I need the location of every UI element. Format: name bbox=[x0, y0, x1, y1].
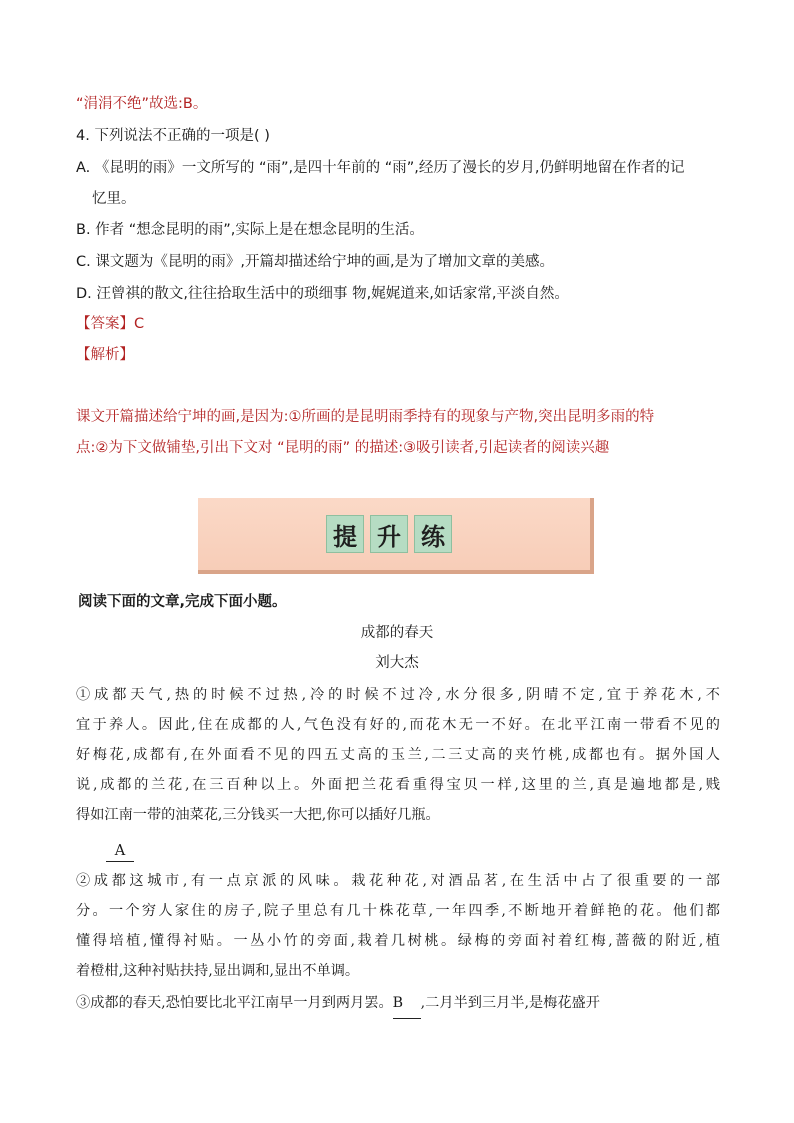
paragraph-2-line-2: 分。一个穷人家住的房子,院子里总有几十株花草,一年四季,不断地开着鲜艳的花。他们都 bbox=[76, 903, 720, 919]
analysis-line-2: 点:②为下文做铺垫,引出下文对 “昆明的雨” 的描述:③吸引读者,引起读者的阅读兴趣 bbox=[76, 440, 610, 456]
paragraph-2-line-4: 着橙柑,这种衬贴扶持,显出调和,显出不单调。 bbox=[76, 963, 360, 979]
blank-a-line bbox=[106, 841, 134, 862]
option-c: C. 课文题为《昆明的雨》,开篇却描述给宁坤的画,是为了增加文章的美感。 bbox=[76, 254, 555, 270]
option-a-line-2: 忆里。 bbox=[92, 191, 136, 207]
article-title: 成都的春天 bbox=[360, 625, 434, 641]
section-banner bbox=[198, 498, 594, 574]
paragraph-1-line-1: ①成都天气,热的时候不过热,冷的时候不过冷,水分很多,阴晴不定,宜于养花木,不 bbox=[76, 687, 720, 703]
analysis-label: 【解析】 bbox=[76, 347, 134, 363]
option-b: B. 作者 “想念昆明的雨”,实际上是在想念昆明的生活。 bbox=[76, 222, 424, 238]
banner-char-2: 升 bbox=[370, 515, 408, 553]
answer-label: 【答案】C bbox=[76, 316, 145, 332]
banner-tiles bbox=[326, 515, 452, 553]
paragraph-3-after: ,二月半到三月半,是梅花盛开 bbox=[420, 995, 600, 1011]
paragraph-2-line-3: 懂得培植,懂得衬贴。一丛小竹的旁面,栽着几树桃。绿梅的旁面衬着红梅,蔷薇的附近,植 bbox=[76, 933, 720, 949]
previous-answer-tail: “涓涓不绝”故选:B。 bbox=[76, 96, 208, 112]
article-author: 刘大杰 bbox=[375, 655, 419, 671]
banner-char-3: 练 bbox=[414, 515, 452, 553]
option-d: D. 汪曾祺的散文,往往拾取生活中的琐细事 物,娓娓道来,如话家常,平淡自然。 bbox=[76, 286, 569, 302]
question-4-stem: 4. 下列说法不正确的一项是( ) bbox=[76, 128, 270, 144]
paragraph-1-line-3: 好梅花,成都有,在外面看不见的四五丈高的玉兰,二三丈高的夹竹桃,成都也有。据外国人 bbox=[76, 747, 720, 763]
paragraph-2-line-1: ②成都这城市,有一点京派的风味。栽花种花,对酒品茗,在生活中占了很重要的一部 bbox=[76, 873, 720, 889]
paragraph-1-line-2: 宜于养人。因此,住在成都的人,气色没有好的,而花木无一不好。在北平江南一带看不见的 bbox=[76, 717, 720, 733]
paragraph-1-line-5: 得如江南一带的油菜花,三分钱买一大把,你可以插好几瓶。 bbox=[76, 807, 440, 823]
reading-instruction: 阅读下面的文章,完成下面小题。 bbox=[78, 594, 287, 610]
option-a-line-1: A. 《昆明的雨》一文所写的 “雨”,是四十年前的 “雨”,经历了漫长的岁月,仍鲜明地留在作者的记 bbox=[76, 160, 685, 176]
paragraph-1-line-4: 说,成都的兰花,在三百种以上。外面把兰花看重得宝贝一样,这里的兰,真是遍地都是,贱 bbox=[76, 777, 720, 793]
paragraph-3-before: ③成都的春天,恐怕要比北平江南早一月到两月罢。 bbox=[76, 995, 393, 1011]
paragraph-3-line-1 bbox=[76, 988, 720, 1019]
blank-b: B bbox=[393, 988, 421, 1019]
blank-a: A bbox=[106, 841, 134, 862]
analysis-line-1: 课文开篇描述给宁坤的画,是因为:①所画的是昆明雨季持有的现象与产物,突出昆明多雨的特 bbox=[76, 409, 655, 425]
banner-char-1: 提 bbox=[326, 515, 364, 553]
